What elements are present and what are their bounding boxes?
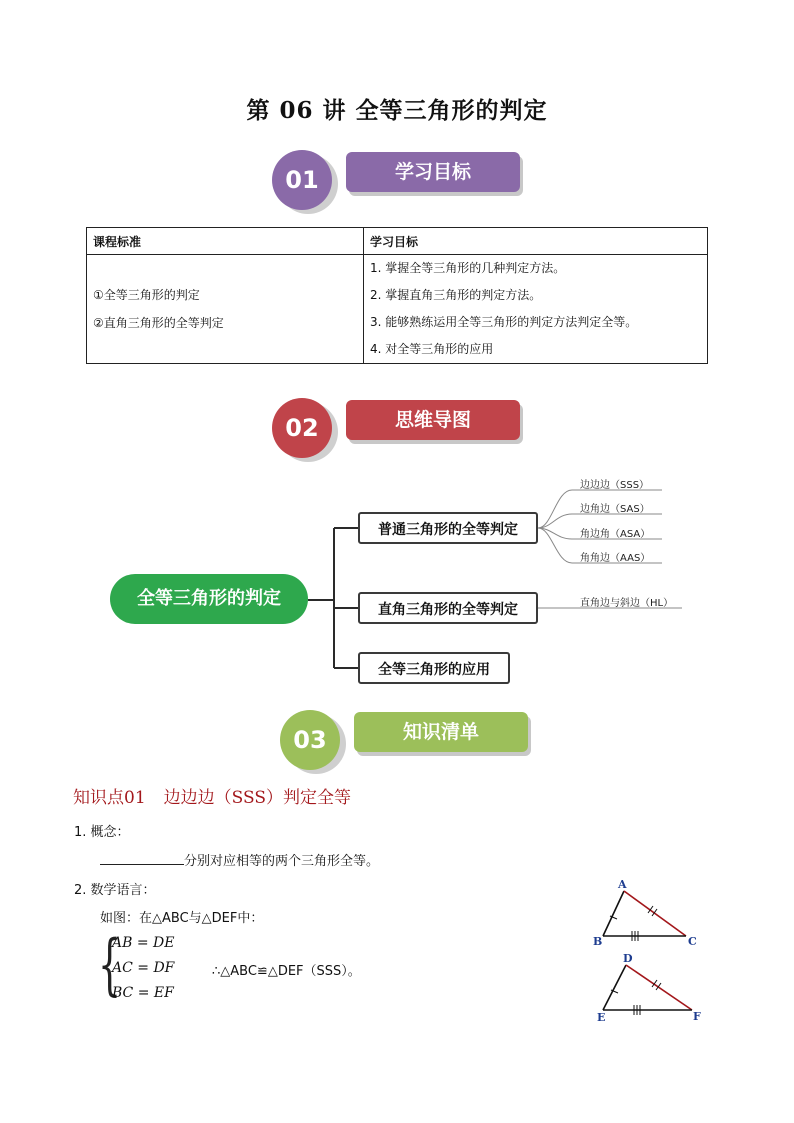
mind-map-leaf-hl: 直角边与斜边（HL）	[580, 598, 674, 609]
table-header-row	[87, 228, 708, 255]
vertex-f: F	[693, 1010, 701, 1023]
vertex-a: A	[618, 878, 627, 891]
section-label: 学习目标	[346, 152, 520, 192]
table-header-goals: 学习目标	[364, 228, 708, 255]
goal-item: 4. 对全等三角形的应用	[370, 342, 494, 356]
mind-map-leaf-asa: 角边角（ASA）	[580, 529, 651, 540]
section-number-badge: 02	[272, 398, 332, 458]
mind-map-leaf-sas: 边角边（SAS）	[580, 504, 650, 515]
mind-map-branch-right: 直角三角形的全等判定	[358, 592, 538, 624]
vertex-b: B	[593, 935, 603, 948]
mind-map-leaf-aas: 角角边（AAS）	[580, 553, 651, 564]
equation-ab-de: AB = DE	[112, 935, 175, 951]
mind-map-leaf-sss: 边边边（SSS）	[580, 480, 650, 491]
section-label: 知识清单	[354, 712, 528, 752]
section-number-badge: 03	[280, 710, 340, 770]
standards-cell	[87, 255, 364, 364]
equation-bc-ef: BC = EF	[112, 985, 174, 1001]
goal-item: 1. 掌握全等三角形的几种判定方法。	[370, 261, 566, 275]
concept-sentence: 分别对应相等的两个三角形全等。	[100, 850, 379, 869]
mind-map-branch-application: 全等三角形的应用	[358, 652, 510, 684]
vertex-c: C	[688, 935, 697, 948]
objectives-table	[86, 227, 708, 364]
concept-label: 1. 概念：	[74, 825, 130, 840]
fill-in-blank	[100, 852, 184, 865]
vertex-e: E	[597, 1011, 606, 1024]
page-title: 第 06 讲 全等三角形的判定	[246, 97, 548, 124]
standard-item: ②直角三角形的全等判定	[93, 316, 224, 330]
section-number-badge: 01	[272, 150, 332, 210]
standard-item: ①全等三角形的判定	[93, 288, 200, 302]
vertex-d: D	[623, 952, 633, 965]
goal-item: 2. 掌握直角三角形的判定方法。	[370, 288, 542, 302]
triangle-def	[603, 965, 692, 1015]
triangle-abc	[603, 891, 686, 941]
section-label: 思维导图	[346, 400, 520, 440]
equation-brace: {	[98, 926, 122, 1003]
goals-cell	[364, 255, 708, 364]
math-language-label: 2. 数学语言：	[74, 883, 156, 898]
goal-item: 3. 能够熟练运用全等三角形的判定方法判定全等。	[370, 315, 638, 329]
table-row	[87, 255, 708, 364]
table-header-standard: 课程标准	[87, 228, 364, 255]
mind-map-root: 全等三角形的判定	[110, 574, 308, 624]
equation-ac-df: AC = DF	[112, 960, 175, 976]
knowledge-point-title: 知识点01 边边边（SSS）判定全等	[73, 788, 351, 808]
conclusion: ∴△ABC≌△DEF（SSS）。	[212, 964, 361, 979]
mind-map-branch-ordinary: 普通三角形的全等判定	[358, 512, 538, 544]
figure-intro: 如图：在△ABC与△DEF中：	[100, 911, 264, 926]
